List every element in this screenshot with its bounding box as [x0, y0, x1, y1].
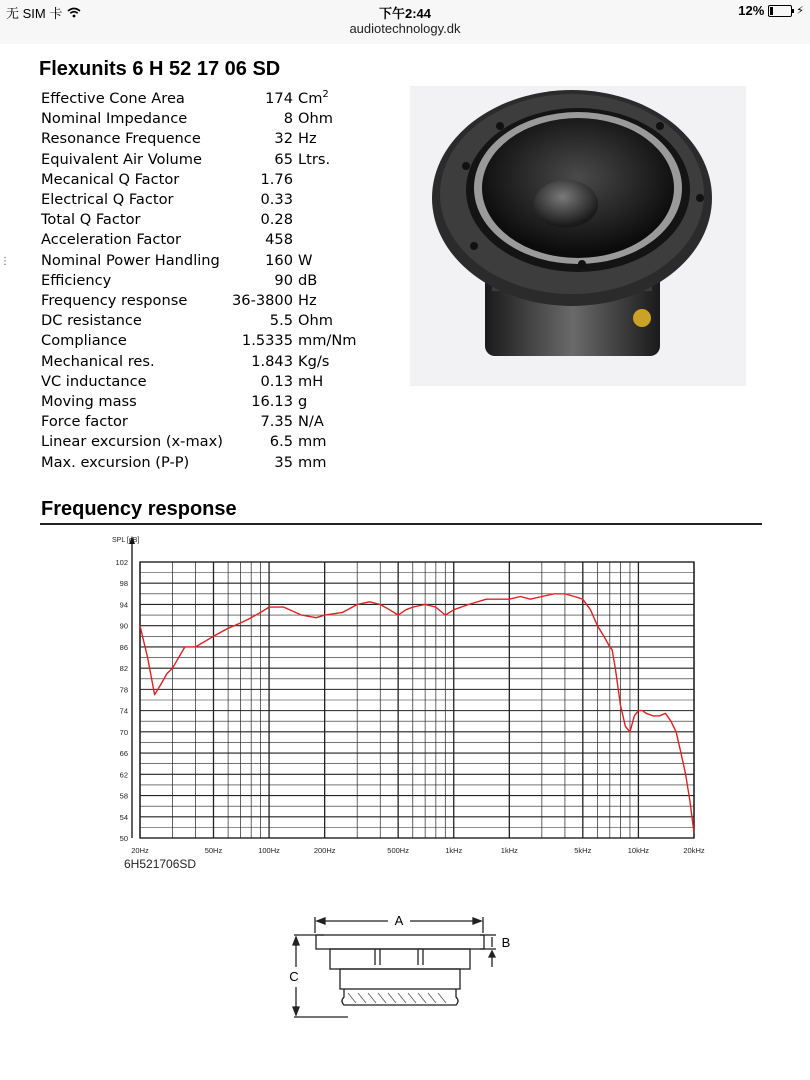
y-tick-label: 102 [115, 558, 128, 567]
spec-table [39, 89, 356, 473]
spec-row [39, 372, 356, 392]
spec-label: Effective Cone Area [41, 90, 185, 107]
y-tick-label: 62 [119, 770, 128, 780]
spec-row [39, 392, 356, 412]
status-bar [0, 0, 810, 44]
product-title: Flexunits 6 H 52 17 06 SD [39, 58, 281, 80]
y-tick-label: 54 [119, 812, 128, 822]
spec-label: Electrical Q Factor [41, 191, 174, 209]
y-tick-label: 78 [119, 685, 128, 695]
x-tick-label: 500Hz [387, 846, 409, 855]
spec-value: 160 [265, 251, 293, 269]
spec-value: 35 [274, 453, 293, 471]
x-tick-label: 100Hz [258, 846, 280, 855]
spec-unit-text: N/A [298, 413, 324, 431]
spec-unit [298, 230, 356, 250]
x-tick-label: 1kHz [500, 846, 518, 855]
spec-unit-text: Hz [298, 292, 317, 310]
spec-label: Compliance [41, 332, 127, 350]
spec-unit [298, 150, 356, 170]
spec-value: 5.5 [269, 312, 293, 330]
spec-unit [298, 372, 356, 392]
spec-row [39, 432, 356, 452]
spec-unit [298, 190, 356, 210]
spec-unit-text: W [298, 251, 313, 269]
spec-label: Mechanical res. [41, 352, 155, 370]
spec-unit [298, 432, 356, 452]
chart-caption: 6H521706SD [124, 857, 197, 871]
spec-row [39, 331, 356, 351]
spec-unit-text: dB [298, 271, 318, 289]
spec-row [39, 190, 356, 210]
dimension-diagram [280, 905, 520, 1025]
x-tick-label: 10kHz [627, 846, 650, 855]
spec-row [39, 271, 356, 291]
y-tick-label: 74 [119, 706, 128, 716]
x-tick-label: 200Hz [313, 846, 336, 855]
spec-unit [298, 109, 356, 129]
x-tick-label: 20Hz [131, 846, 149, 855]
spec-unit [298, 453, 356, 473]
spec-unit [298, 392, 356, 412]
spec-label: Total Q Factor [41, 211, 141, 229]
edge-mark: ⋮ [0, 256, 10, 267]
spec-row [39, 89, 356, 109]
x-tick-label: 5kHz [574, 846, 592, 855]
bolt-icon: ⚡ [796, 5, 804, 17]
spec-row [39, 352, 356, 372]
spec-label: Moving mass [41, 393, 137, 411]
spec-label: Nominal Impedance [41, 110, 188, 128]
spec-value: 0.28 [260, 211, 293, 229]
spec-row [39, 412, 356, 432]
spec-unit [298, 89, 356, 109]
y-tick-label: 58 [119, 791, 128, 801]
spec-unit-text: Ohm [298, 312, 333, 330]
spec-label: Linear excursion (x-max) [41, 433, 223, 451]
spec-unit-superscript: 2 [322, 89, 329, 101]
x-tick-label: 20kHz [683, 846, 705, 855]
spec-label: Force factor [41, 413, 128, 431]
spec-value: 0.13 [260, 372, 293, 390]
y-tick-label: 90 [119, 621, 128, 631]
spec-row [39, 311, 356, 331]
spec-unit-text: mm/Nm [298, 332, 357, 350]
clock-time: 下午2:44 [378, 6, 432, 21]
spec-value: 0.33 [260, 191, 293, 209]
y-tick-label: 98 [119, 579, 128, 589]
spec-row [39, 291, 356, 311]
dimension-label-a: A [394, 913, 404, 928]
spec-row [39, 129, 356, 149]
carrier-label: 无 SIM 卡 [6, 6, 63, 21]
spec-unit-text: g [298, 393, 308, 411]
battery-icon [768, 5, 792, 17]
y-tick-label: 86 [119, 642, 128, 652]
spec-value: 32 [274, 130, 293, 148]
spec-value: 1.843 [251, 352, 293, 370]
spec-unit [298, 210, 356, 230]
spec-unit [298, 352, 356, 372]
spec-unit-text: Hz [298, 130, 317, 148]
y-tick-label: 82 [119, 664, 128, 674]
spec-unit-text: Cm [298, 90, 323, 107]
spec-label: Max. excursion (P-P) [41, 453, 190, 471]
spec-row [39, 109, 356, 129]
frequency-response-heading: Frequency response [41, 498, 237, 520]
spec-unit-text: mH [298, 372, 324, 390]
spec-label: DC resistance [41, 312, 142, 330]
battery-percentage: 12% [738, 3, 765, 18]
address-bar-url[interactable]: audiotechnology.dk [349, 21, 461, 36]
spec-unit-text: mm [298, 433, 327, 451]
spec-label: Nominal Power Handling [41, 251, 220, 269]
frequency-response-chart [100, 530, 710, 875]
dimension-label-c: C [289, 969, 299, 984]
spec-unit [298, 170, 356, 190]
spec-label: Frequency response [41, 292, 188, 310]
spec-label: Resonance Frequence [41, 130, 201, 148]
spec-row [39, 210, 356, 230]
spec-row [39, 230, 356, 250]
spec-unit [298, 271, 356, 291]
spec-value: 6.5 [269, 433, 293, 451]
spec-unit [298, 291, 356, 311]
spec-unit [298, 311, 356, 331]
speaker-photo [410, 86, 746, 386]
spec-unit-text: mm [298, 453, 327, 471]
spec-label: Mecanical Q Factor [41, 170, 180, 188]
spec-value: 36-3800 [232, 292, 293, 310]
y-axis-label: SPL [dB] [112, 537, 140, 544]
spec-unit [298, 412, 356, 432]
spec-value: 16.13 [251, 393, 293, 411]
spec-row [39, 170, 356, 190]
y-tick-label: 70 [119, 727, 128, 737]
spec-value: 8 [283, 110, 293, 128]
y-tick-label: 66 [119, 749, 128, 759]
spec-row [39, 251, 356, 271]
spec-value: 90 [274, 271, 293, 289]
spec-value: 1.76 [260, 170, 293, 188]
spec-unit-text: Ohm [298, 110, 333, 128]
spec-label: Equivalent Air Volume [41, 150, 202, 168]
spec-unit [298, 331, 356, 351]
spec-value: 7.35 [260, 413, 293, 431]
spec-value: 458 [265, 231, 293, 249]
spec-value: 1.5335 [241, 332, 293, 350]
spec-value: 174 [265, 90, 293, 107]
battery-level [770, 7, 773, 15]
dimension-label-b: B [501, 935, 511, 950]
spec-label: Efficiency [41, 271, 112, 289]
x-tick-label: 1kHz [445, 846, 463, 855]
spec-value: 65 [274, 150, 293, 168]
spec-row [39, 150, 356, 170]
spec-label: VC inductance [41, 372, 147, 390]
spec-unit [298, 251, 356, 271]
y-tick-label: 94 [119, 600, 128, 610]
section-divider [40, 523, 762, 525]
spec-unit [298, 129, 356, 149]
spec-label: Acceleration Factor [41, 231, 181, 249]
y-tick-label: 50 [119, 834, 128, 843]
status-right [738, 3, 804, 18]
spec-row [39, 453, 356, 473]
x-tick-label: 50Hz [204, 846, 223, 855]
spec-unit-text: Ltrs. [298, 150, 331, 168]
spec-unit-text: Kg/s [298, 352, 330, 370]
